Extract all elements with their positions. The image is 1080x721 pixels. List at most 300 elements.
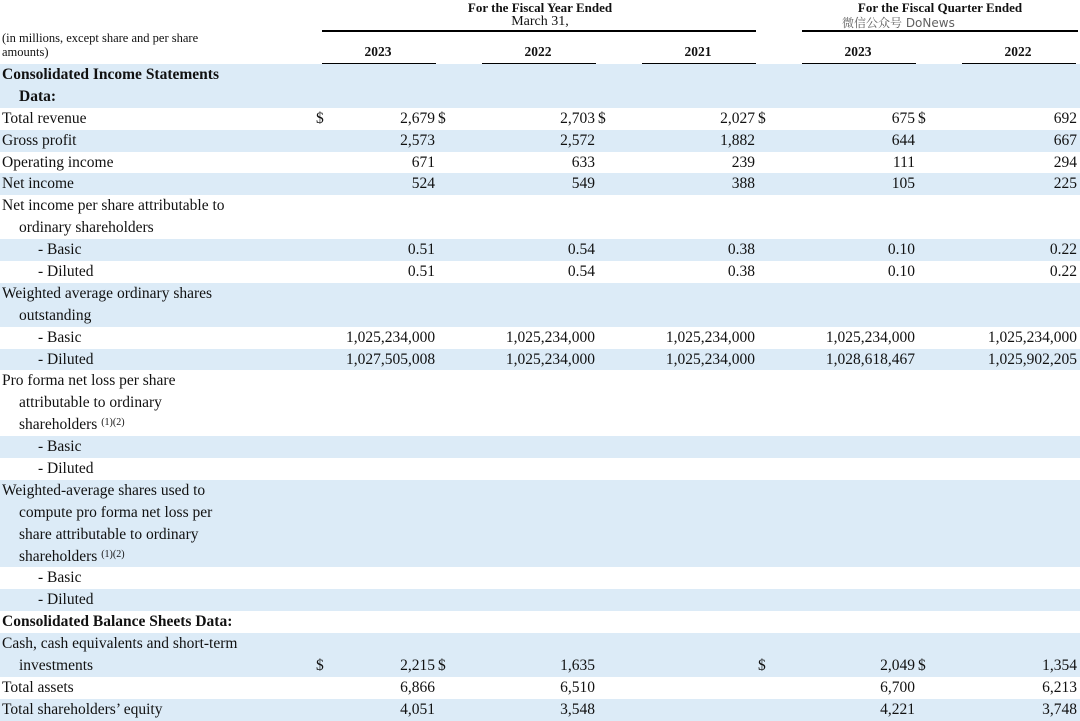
value-cell [948, 502, 1080, 524]
currency-symbol: $ [918, 109, 926, 127]
value-cell [628, 64, 758, 86]
value-cell [628, 633, 758, 655]
currency-symbol [758, 699, 788, 721]
value-cell: 4,051 [346, 699, 438, 721]
currency-symbol: $ [316, 109, 324, 127]
value-cell [628, 589, 758, 611]
row-label [0, 480, 316, 502]
table-row [0, 589, 1080, 611]
currency-symbol [918, 546, 948, 568]
value-cell [948, 195, 1080, 217]
value-cell: 2,049 [788, 655, 918, 677]
value-cell: 225 [948, 173, 1080, 195]
value-cell [628, 392, 758, 414]
currency-symbol [758, 283, 788, 305]
currency-symbol [918, 633, 948, 655]
row-label [0, 305, 316, 327]
currency-symbol [758, 130, 788, 152]
currency-symbol [758, 611, 788, 633]
currency-symbol: $ [316, 655, 346, 677]
currency-symbol [758, 64, 788, 86]
currency-symbol [438, 130, 468, 152]
value-cell [346, 611, 438, 633]
value-cell [346, 589, 438, 611]
row-label-text: Consolidated Income Statements [2, 65, 219, 83]
value-cell: 0.54 [567, 262, 595, 280]
currency-symbol [758, 458, 788, 480]
currency-symbol [438, 239, 468, 261]
currency-symbol [918, 130, 948, 152]
value-cell [948, 392, 1080, 414]
currency-symbol [918, 392, 948, 414]
currency-symbol [438, 458, 468, 480]
currency-symbol [918, 589, 948, 611]
value-cell [788, 86, 918, 108]
table-row [0, 327, 1080, 349]
table-row [0, 567, 1080, 589]
value-cell [628, 567, 758, 589]
row-label-text: - Basic [38, 241, 82, 259]
currency-symbol [918, 152, 948, 174]
fiscal-quarter-rule [802, 30, 1078, 32]
currency-symbol [316, 611, 346, 633]
currency-symbol [758, 305, 788, 327]
currency-symbol [598, 546, 628, 568]
row-label-text: outstanding [19, 306, 92, 324]
value-cell [628, 458, 758, 480]
value-cell: 6,213 [1042, 678, 1077, 696]
currency-symbol [598, 436, 628, 458]
currency-symbol [438, 283, 468, 305]
row-label-text: attributable to ordinary [19, 394, 162, 412]
currency-symbol [438, 152, 468, 174]
value-cell [346, 480, 438, 502]
value-cell [468, 524, 598, 546]
currency-symbol [598, 655, 628, 677]
footnote-ref: (1)(2) [101, 417, 125, 429]
value-cell: 1,025,234,000 [987, 328, 1077, 346]
value-cell: 1,635 [468, 655, 598, 677]
table-row [0, 392, 1080, 414]
value-cell [468, 392, 598, 414]
value-cell: 692 [1053, 109, 1077, 127]
value-cell: 667 [948, 130, 1080, 152]
value-cell: 0.22 [1049, 262, 1077, 280]
value-cell [788, 392, 918, 414]
currency-symbol [598, 611, 628, 633]
currency-symbol [316, 239, 346, 261]
value-cell: 0.51 [407, 262, 435, 280]
units-note: (in millions, except share and per share amounts) [2, 31, 199, 59]
row-label-text: Net income per share attributable to [2, 197, 225, 215]
value-cell [948, 217, 1080, 239]
row-label-text: Pro forma net loss per share [2, 372, 176, 390]
value-cell: 1,025,234,000 [628, 349, 758, 371]
value-cell [346, 305, 438, 327]
value-cell [346, 217, 438, 239]
value-cell [948, 370, 1080, 392]
table-row [0, 436, 1080, 458]
currency-symbol [918, 239, 948, 261]
currency-symbol [918, 349, 948, 371]
currency-symbol [758, 677, 788, 699]
value-cell [468, 217, 598, 239]
row-label-text: Gross profit [2, 131, 77, 149]
currency-symbol [918, 502, 948, 524]
value-cell [788, 64, 918, 86]
value-cell: 6,510 [560, 678, 595, 696]
currency-symbol [438, 589, 468, 611]
value-cell [468, 414, 598, 436]
currency-symbol [918, 283, 948, 305]
value-cell [628, 480, 758, 502]
value-cell [346, 502, 438, 524]
value-cell: 4,221 [788, 699, 918, 721]
currency-symbol [598, 677, 628, 699]
row-label [0, 370, 316, 392]
currency-symbol [438, 217, 468, 239]
currency-symbol [758, 633, 788, 655]
currency-symbol [758, 349, 788, 371]
value-cell [346, 567, 438, 589]
currency-symbol [918, 64, 948, 86]
currency-symbol [758, 86, 788, 108]
fiscal-quarter-title: For the Fiscal Quarter Ended [857, 0, 1023, 15]
value-cell [346, 86, 438, 108]
year-header: 2022 [524, 44, 552, 59]
row-label-text: - Basic [38, 569, 82, 587]
currency-symbol [316, 152, 346, 174]
row-label-text: - Basic [38, 328, 82, 346]
currency-symbol [598, 502, 628, 524]
currency-symbol [598, 524, 628, 546]
value-cell [346, 392, 438, 414]
value-cell [788, 195, 918, 217]
value-cell [788, 480, 918, 502]
financial-data-table [0, 64, 1080, 721]
currency-symbol [598, 414, 628, 436]
table-row [0, 261, 1080, 283]
currency-symbol [438, 436, 468, 458]
value-cell [468, 480, 598, 502]
currency-symbol [438, 392, 468, 414]
currency-symbol: $ [438, 655, 468, 677]
value-cell: 388 [628, 173, 758, 195]
value-cell [788, 370, 918, 392]
value-cell: 644 [788, 130, 918, 152]
row-label [0, 195, 316, 217]
year-header: 2022 [1004, 44, 1032, 59]
value-cell [948, 283, 1080, 305]
value-cell [948, 414, 1080, 436]
row-label-text: Consolidated Balance Sheets Data: [2, 613, 233, 631]
currency-symbol [316, 64, 346, 86]
currency-symbol [918, 677, 948, 699]
currency-symbol [758, 436, 788, 458]
row-label [0, 392, 316, 414]
fiscal-year-subtitle: March 31, [511, 14, 569, 29]
row-label [0, 327, 316, 349]
row-label [0, 655, 316, 677]
currency-symbol [316, 502, 346, 524]
value-cell: 2,572 [468, 130, 598, 152]
value-cell: 671 [411, 153, 435, 171]
currency-symbol [316, 305, 346, 327]
value-cell [468, 305, 598, 327]
currency-symbol [918, 458, 948, 480]
table-row [0, 414, 1080, 436]
row-label-text: - Diluted [38, 262, 94, 280]
value-cell [948, 546, 1080, 568]
value-cell [948, 589, 1080, 611]
row-label [0, 633, 316, 655]
value-cell [628, 546, 758, 568]
row-label-text: Operating income [2, 153, 114, 171]
value-cell: 6,700 [880, 678, 915, 696]
currency-symbol [438, 567, 468, 589]
value-cell [346, 64, 438, 86]
value-cell [468, 195, 598, 217]
value-cell [628, 699, 758, 721]
row-label-text: Weighted-average shares used to [2, 481, 206, 499]
currency-symbol [918, 414, 948, 436]
value-cell [948, 633, 1080, 655]
table-row [0, 699, 1080, 721]
table-row [0, 524, 1080, 546]
value-cell [788, 567, 918, 589]
value-cell: 2,027 [720, 109, 755, 127]
currency-symbol [598, 699, 628, 721]
currency-symbol [758, 546, 788, 568]
value-cell [948, 436, 1080, 458]
currency-symbol [598, 458, 628, 480]
currency-symbol [438, 305, 468, 327]
value-cell [468, 611, 598, 633]
currency-symbol [438, 195, 468, 217]
currency-symbol [918, 261, 948, 283]
fiscal-year-title: For the Fiscal Year Ended [467, 0, 613, 15]
row-label-text: - Diluted [38, 591, 94, 609]
currency-symbol [918, 86, 948, 108]
currency-symbol [316, 261, 346, 283]
value-cell: 0.51 [346, 239, 438, 261]
currency-symbol [598, 589, 628, 611]
row-label [0, 611, 316, 633]
year-header: 2023 [364, 44, 392, 59]
currency-symbol [758, 173, 788, 195]
value-cell [346, 546, 438, 568]
table-row [0, 611, 1080, 633]
row-label [0, 589, 316, 611]
currency-symbol [438, 349, 468, 371]
watermark: 微信公众号 DoNews [842, 16, 955, 30]
value-cell: 1,025,234,000 [346, 328, 436, 346]
value-cell: 105 [788, 173, 918, 195]
currency-symbol [316, 217, 346, 239]
row-label [0, 108, 316, 130]
currency-symbol [316, 546, 346, 568]
currency-symbol [316, 699, 346, 721]
currency-symbol [598, 195, 628, 217]
value-cell: 1,028,618,467 [788, 349, 918, 371]
value-cell [628, 370, 758, 392]
currency-symbol [316, 589, 346, 611]
currency-symbol [316, 392, 346, 414]
currency-symbol [316, 370, 346, 392]
year-header: 2023 [844, 44, 872, 59]
value-cell [628, 217, 758, 239]
value-cell: 1,882 [628, 130, 758, 152]
currency-symbol [316, 86, 346, 108]
value-cell [788, 283, 918, 305]
currency-symbol [316, 195, 346, 217]
row-label-text: ordinary shareholders [19, 219, 154, 237]
value-cell [628, 524, 758, 546]
value-cell [788, 217, 918, 239]
row-label-text: Total shareholders’ equity [2, 700, 163, 718]
value-cell [468, 633, 598, 655]
currency-symbol [598, 567, 628, 589]
currency-symbol [918, 524, 948, 546]
row-label [0, 436, 316, 458]
currency-symbol [758, 152, 788, 174]
value-cell [628, 414, 758, 436]
value-cell: 2,215 [346, 655, 438, 677]
row-label [0, 283, 316, 305]
row-label [0, 699, 316, 721]
value-cell [628, 677, 758, 699]
value-cell: 0.38 [727, 262, 755, 280]
currency-symbol [316, 130, 346, 152]
currency-symbol [438, 86, 468, 108]
currency-symbol [316, 524, 346, 546]
table-row [0, 677, 1080, 699]
currency-symbol [438, 370, 468, 392]
value-cell [346, 458, 438, 480]
table-row [0, 546, 1080, 568]
currency-symbol [316, 458, 346, 480]
currency-symbol [758, 589, 788, 611]
value-cell: 2,573 [346, 130, 438, 152]
currency-symbol [438, 524, 468, 546]
currency-symbol [316, 173, 346, 195]
table-row [0, 502, 1080, 524]
currency-symbol [438, 64, 468, 86]
row-label [0, 567, 316, 589]
currency-symbol [918, 305, 948, 327]
value-cell [948, 611, 1080, 633]
table-row [0, 239, 1080, 261]
currency-symbol [918, 217, 948, 239]
currency-symbol [598, 392, 628, 414]
value-cell: 3,748 [948, 699, 1080, 721]
row-label-text: Cash, cash equivalents and short-term [2, 635, 238, 653]
currency-symbol [918, 195, 948, 217]
value-cell [468, 589, 598, 611]
currency-symbol [598, 86, 628, 108]
value-cell: 1,025,234,000 [505, 328, 595, 346]
value-cell [346, 436, 438, 458]
value-cell [346, 283, 438, 305]
currency-symbol [438, 633, 468, 655]
footnote-ref: (1)(2) [101, 548, 125, 560]
table-row [0, 283, 1080, 305]
value-cell [468, 502, 598, 524]
value-cell: 0.38 [628, 239, 758, 261]
value-cell [788, 633, 918, 655]
currency-symbol [598, 217, 628, 239]
currency-symbol [598, 173, 628, 195]
table-row [0, 217, 1080, 239]
row-label-text: investments [19, 656, 94, 674]
row-label [0, 217, 316, 239]
currency-symbol [918, 699, 948, 721]
table-row [0, 152, 1080, 174]
value-cell [628, 305, 758, 327]
currency-symbol [598, 633, 628, 655]
value-cell [346, 370, 438, 392]
currency-symbol [598, 480, 628, 502]
currency-symbol [438, 611, 468, 633]
value-cell: 2,679 [400, 109, 435, 127]
currency-symbol [438, 414, 468, 436]
row-label-text: shareholders [19, 547, 98, 565]
currency-symbol [758, 414, 788, 436]
currency-symbol [438, 480, 468, 502]
value-cell [948, 458, 1080, 480]
value-cell [948, 64, 1080, 86]
currency-symbol: $ [438, 109, 446, 127]
table-row [0, 655, 1080, 677]
row-label [0, 261, 316, 283]
currency-symbol [918, 567, 948, 589]
value-cell [346, 633, 438, 655]
currency-symbol: $ [758, 109, 766, 127]
currency-symbol [758, 217, 788, 239]
value-cell: 1,027,505,008 [346, 349, 438, 371]
value-cell: 549 [468, 173, 598, 195]
currency-symbol [918, 480, 948, 502]
value-cell [788, 502, 918, 524]
row-label-text: Weighted average ordinary shares [2, 284, 213, 302]
currency-symbol [316, 677, 346, 699]
currency-symbol [438, 546, 468, 568]
row-label-text: Data: [19, 87, 57, 105]
value-cell: 1,025,234,000 [468, 349, 598, 371]
table-row [0, 173, 1080, 195]
table-row [0, 458, 1080, 480]
row-label [0, 546, 316, 568]
currency-symbol [758, 392, 788, 414]
currency-symbol [316, 349, 346, 371]
value-cell [468, 458, 598, 480]
row-label [0, 349, 316, 371]
row-label [0, 502, 316, 524]
value-cell [788, 436, 918, 458]
value-cell [468, 370, 598, 392]
value-cell: 675 [891, 109, 915, 127]
currency-symbol [438, 173, 468, 195]
value-cell [628, 195, 758, 217]
currency-symbol [438, 677, 468, 699]
row-label [0, 458, 316, 480]
currency-symbol [758, 370, 788, 392]
value-cell: 2,703 [560, 109, 595, 127]
table-row [0, 480, 1080, 502]
row-label-text: Total assets [2, 678, 74, 696]
value-cell: 1,025,902,205 [948, 349, 1080, 371]
row-label-text: - Diluted [38, 350, 94, 368]
